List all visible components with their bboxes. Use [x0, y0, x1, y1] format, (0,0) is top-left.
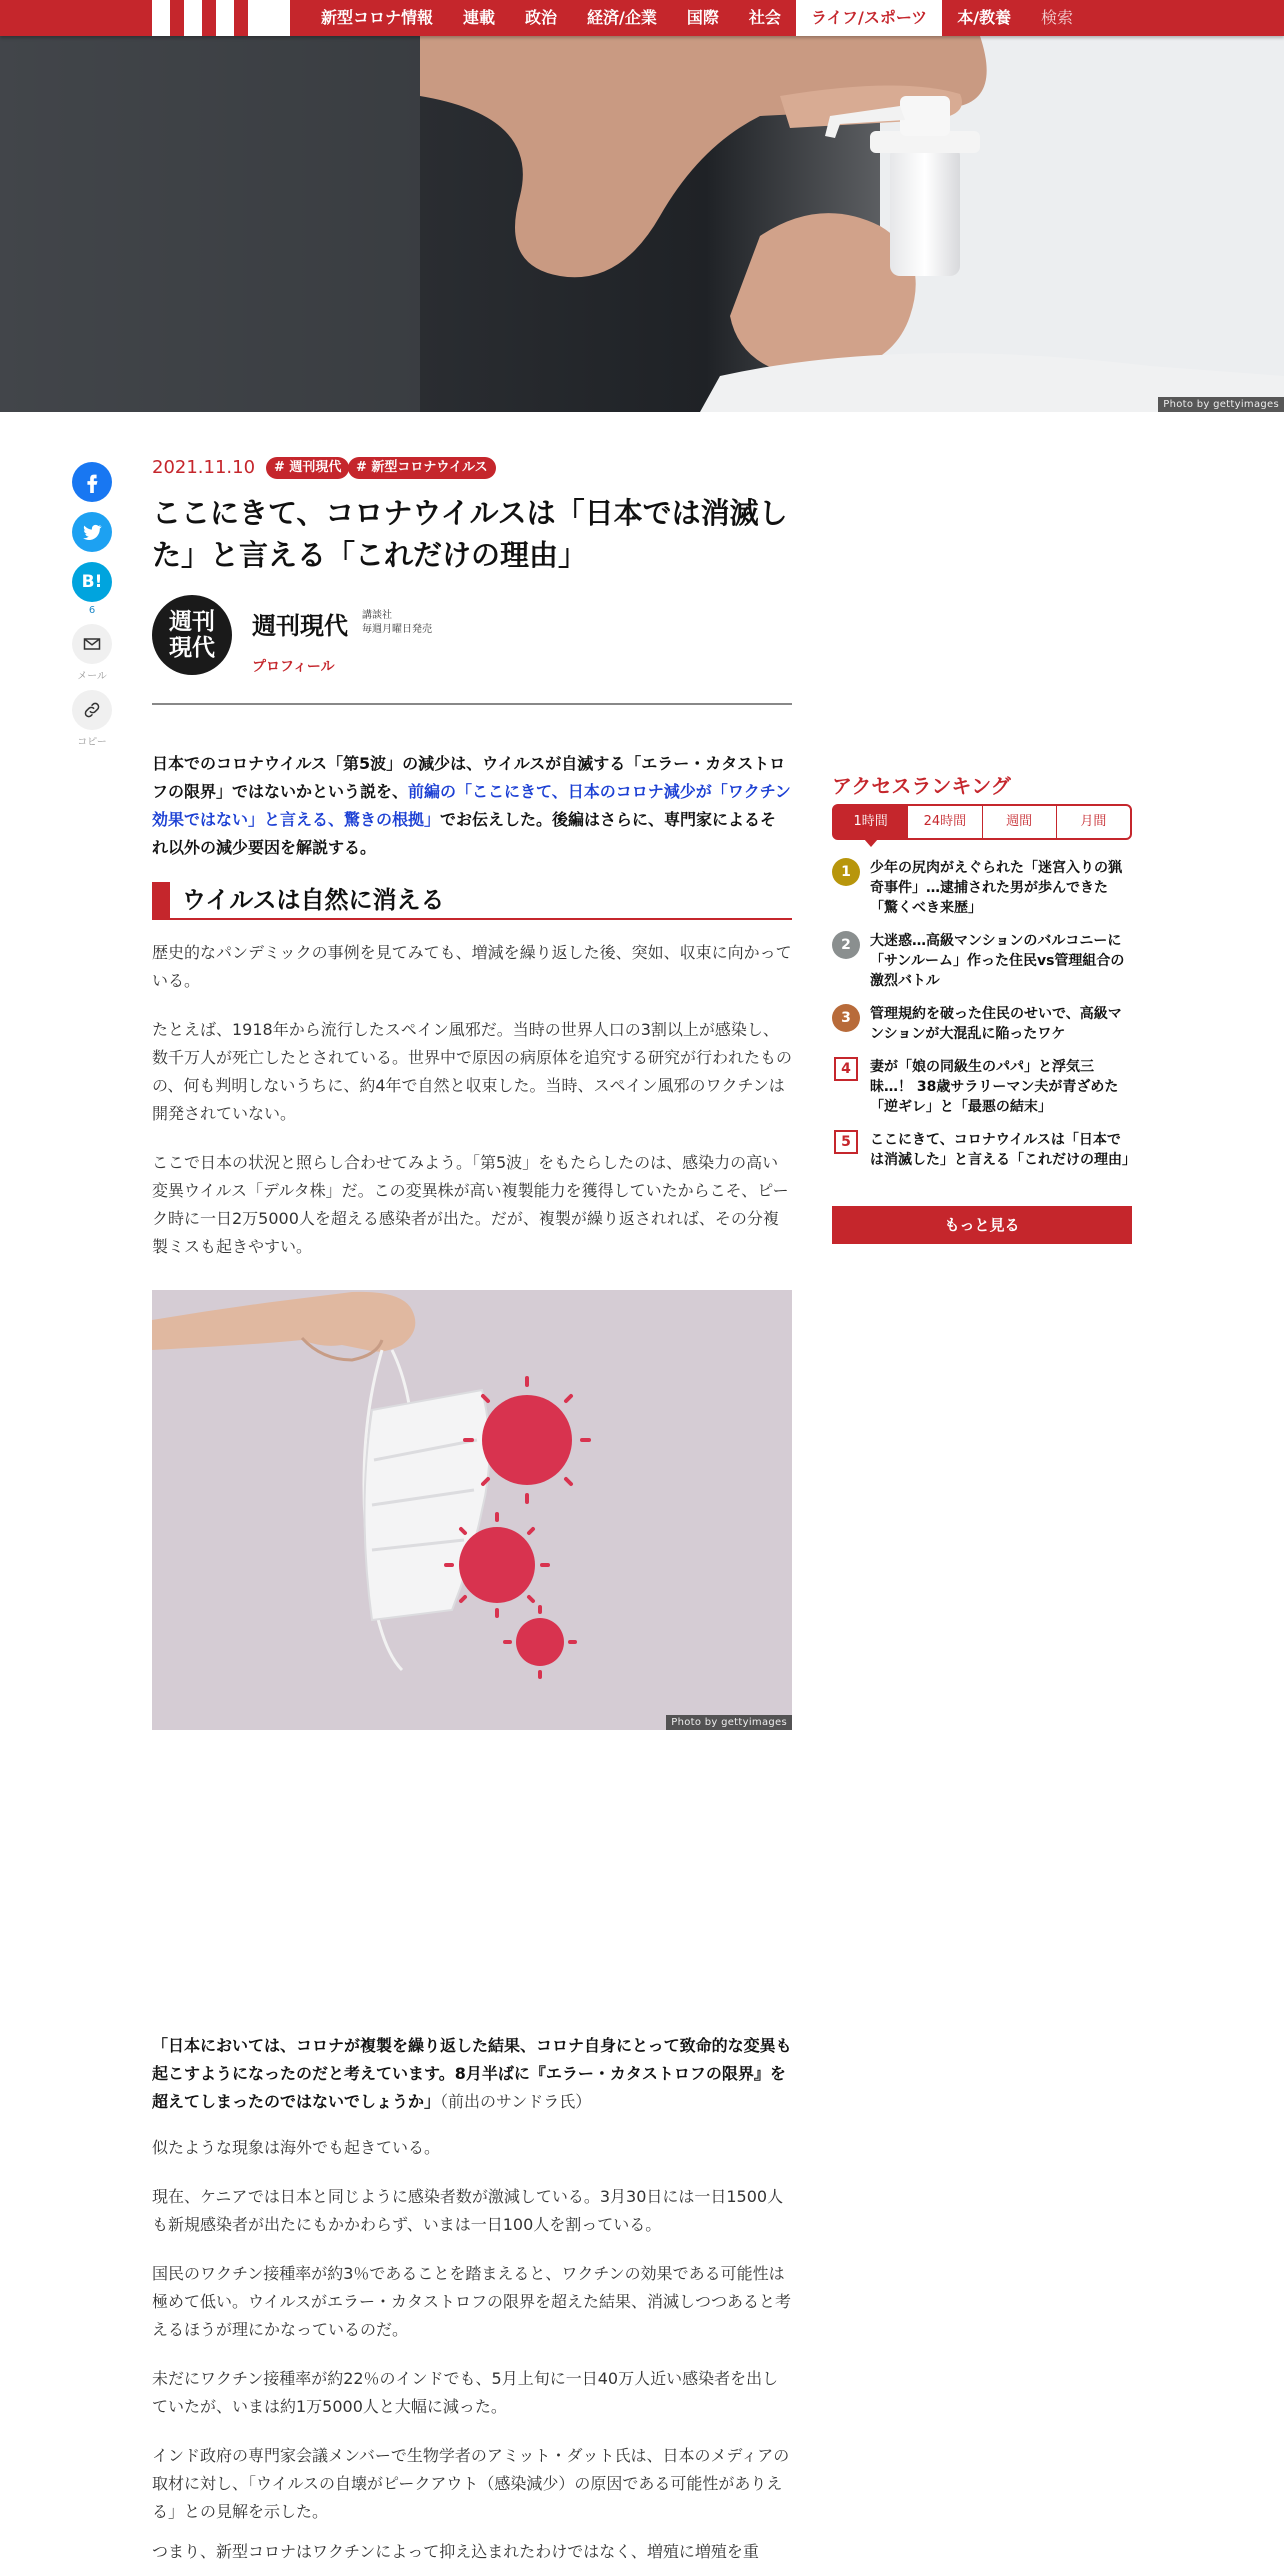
- ranking-title: アクセスランキング: [832, 774, 1011, 798]
- image-credit: Photo by gettyimages: [666, 1715, 792, 1730]
- rank-number-badge: 1: [832, 858, 860, 886]
- ranking-more-button[interactable]: もっと見る: [832, 1206, 1132, 1244]
- twitter-share-button[interactable]: [72, 512, 112, 552]
- author-meta: [362, 609, 432, 637]
- author-profile-link[interactable]: プロフィール: [252, 659, 335, 675]
- nav-item-books[interactable]: 本/教養: [957, 8, 1012, 27]
- rank-number-badge: 5: [834, 1130, 858, 1154]
- facebook-share-button[interactable]: [72, 462, 112, 502]
- ranking-item[interactable]: [832, 858, 1132, 918]
- paragraph: 現在、ケニアでは日本と同じように感染者数が激減している。3月30日には一日1500人も新規感染者が出たにもかかわらず、いまは一日100人を割っている。: [152, 2187, 784, 2234]
- author-schedule: 毎週月曜日発売: [362, 624, 432, 635]
- site-logo[interactable]: [152, 0, 290, 36]
- hatena-share-button[interactable]: [72, 562, 112, 602]
- author-logo-text-2: 現代: [169, 635, 215, 661]
- rank-number-badge: 4: [834, 1057, 858, 1081]
- previous-article-link[interactable]: 前編の「ここにきて、日本のコロナ減少が「ワクチン効果ではない」と言える、驚きの根拠」: [152, 782, 791, 829]
- paragraph: つまり、新型コロナはワクチンによって抑え込まれたわけではなく、増殖に増殖を重: [152, 2542, 759, 2561]
- ranking-item-title: ここにきて、コロナウイルスは「日本では消滅した」と言える「これだけの理由」: [870, 1132, 1136, 1168]
- mask-virus-photo: [152, 1290, 792, 1730]
- paragraph: たとえば、1918年から流行したスペイン風邪だ。当時の世界人口の3割以上が感染し、数千万人が死亡したとされている。世界中で原因の病原体を追究する研究が行われたものの、何も判明しないうちに、約4年で自然と収束した。当時、スペイン風邪のワクチンは開発されていない。: [152, 1020, 793, 1123]
- tag-shukan-gendai[interactable]: # 週刊現代: [266, 457, 349, 479]
- nav-item-serial[interactable]: 連載: [463, 8, 496, 27]
- mail-label: メール: [77, 671, 107, 682]
- paragraph: 歴史的なパンデミックの事例を見てみても、増減を繰り返した後、突如、収束に向かっている。: [152, 943, 792, 990]
- quote-source: （前出のサンドラ氏）: [440, 2092, 592, 2111]
- ranking-item-title: 管理規約を破った住民のせいで、高級マンションが大混乱に陥ったワケ: [870, 1006, 1122, 1042]
- nav-item-corona[interactable]: 新型コロナ情報: [321, 8, 434, 27]
- link-icon: [82, 700, 102, 720]
- header-divider: [152, 703, 792, 705]
- nav-item-society[interactable]: 社会: [748, 8, 781, 27]
- lead-text-1: 日本でのコロナウイルス「第5波」の減少は、ウイルスが自滅する「エラー・カタストロフの限界」ではないかという説を、: [152, 754, 786, 801]
- lead-text-2: でお伝えした。後編はさらに、専門家によるそれ以外の減少要因を解説する。: [152, 810, 777, 857]
- article-image: [152, 1290, 792, 1730]
- paragraph: 未だにワクチン接種率が約22％のインドでも、5月上旬に一日40万人近い感染者を出していたが、いまは約1万5000人と大幅に減った。: [152, 2369, 779, 2416]
- ranking-tab-week[interactable]: 週間: [982, 806, 1056, 838]
- copy-link-button[interactable]: [72, 690, 112, 730]
- ranking-item[interactable]: [832, 931, 1132, 991]
- author-avatar[interactable]: [152, 595, 232, 675]
- nav-item-politics[interactable]: 政治: [525, 8, 558, 27]
- ranking-item[interactable]: [832, 1057, 1132, 1117]
- tag-new-coronavirus[interactable]: # 新型コロナウイルス: [348, 457, 496, 479]
- section-heading: ウイルスは自然に消える: [152, 882, 792, 920]
- ranking-tabs: [832, 804, 1132, 840]
- hero-credit: Photo by gettyimages: [1158, 397, 1284, 412]
- rank-number-badge: 3: [832, 1004, 860, 1032]
- paragraph: 国民のワクチン接種率が約3％であることを踏まえると、ワクチンの効果である可能性は極めて低い。ウイルスがエラー・カタストロフの限界を超えた結果、消滅しつつあると考えるほうが理にかなっているのだ。: [152, 2264, 792, 2339]
- quote-paragraph: [152, 2032, 792, 2116]
- article-date: 2021.11.10: [152, 457, 256, 478]
- author-name[interactable]: 週刊現代: [252, 612, 348, 640]
- hatena-count: 6: [88, 605, 96, 616]
- nav-search[interactable]: 検索: [1041, 8, 1074, 27]
- author-publisher: 講談社: [362, 610, 392, 621]
- author-logo-text-1: 週刊: [169, 609, 215, 635]
- ranking-item-title: 少年の尻肉がえぐられた「迷宮入りの猟奇事件」…逮捕された男が歩んできた「驚くべき来歴」: [870, 860, 1122, 916]
- ranking-item[interactable]: [832, 1130, 1136, 1190]
- hero-photo: [0, 36, 1284, 412]
- nav-item-economy[interactable]: 経済/企業: [587, 8, 657, 27]
- nav-item-life-sports[interactable]: ライフ/スポーツ: [796, 0, 942, 36]
- article-lead: [152, 750, 792, 862]
- paragraph: 似たような現象は海外でも起きている。: [152, 2138, 441, 2157]
- ranking-tab-24h[interactable]: 24時間: [907, 806, 981, 838]
- ranking-item-title: 妻が「娘の同級生のパパ」と浮気三昧…！ 38歳サラリーマン夫が青ざめた「逆ギレ」と「最悪の結末」: [870, 1059, 1119, 1115]
- mail-share-button[interactable]: [72, 624, 112, 664]
- copy-label: コピー: [77, 737, 107, 748]
- twitter-icon: [81, 521, 103, 543]
- nav-item-international[interactable]: 国際: [686, 8, 719, 27]
- paragraph: インド政府の専門家会議メンバーで生物学者のアミット・ダット氏は、日本のメディアの取材に対し、「ウイルスの自壊がピークアウト（感染減少）の原因である可能性がありえる」との見解を示した。: [152, 2446, 790, 2521]
- ranking-item-title: 大迷惑…高級マンションのバルコニーに「サンルーム」作った住民vs管理組合の激烈バトル: [870, 933, 1125, 989]
- ranking-tab-1h[interactable]: 1時間: [834, 806, 907, 838]
- facebook-icon: [81, 471, 103, 493]
- ranking-item[interactable]: [832, 1004, 1132, 1044]
- quote-text: 「日本においては、コロナが複製を繰り返した結果、コロナ自身にとって致命的な変異も起こすようになったのだと考えています。8月半ばに『エラー・カタストロフの限界』を超えてしまったのではないでしょうか」: [152, 2036, 792, 2111]
- social-share-bar: [72, 462, 112, 748]
- article-title: ここにきて、コロナウイルスは「日本では消滅した」と言える「これだけの理由」: [152, 496, 788, 572]
- hero-image: [0, 36, 1284, 412]
- top-nav: [0, 0, 1284, 36]
- rank-number-badge: 2: [832, 931, 860, 959]
- mail-icon: [82, 634, 102, 654]
- hatena-icon: B!: [81, 572, 103, 592]
- ranking-tab-month[interactable]: 月間: [1056, 806, 1130, 838]
- paragraph: ここで日本の状況と照らし合わせてみよう。「第5波」をもたらしたのは、感染力の高い変異ウイルス「デルタ株」だ。この変異株が高い複製能力を獲得していたからこそ、ピーク時に一日2万5000人を超える感染者が出た。だが、複製が繰り返されれば、その分複製ミスも起きやすい。: [152, 1153, 789, 1256]
